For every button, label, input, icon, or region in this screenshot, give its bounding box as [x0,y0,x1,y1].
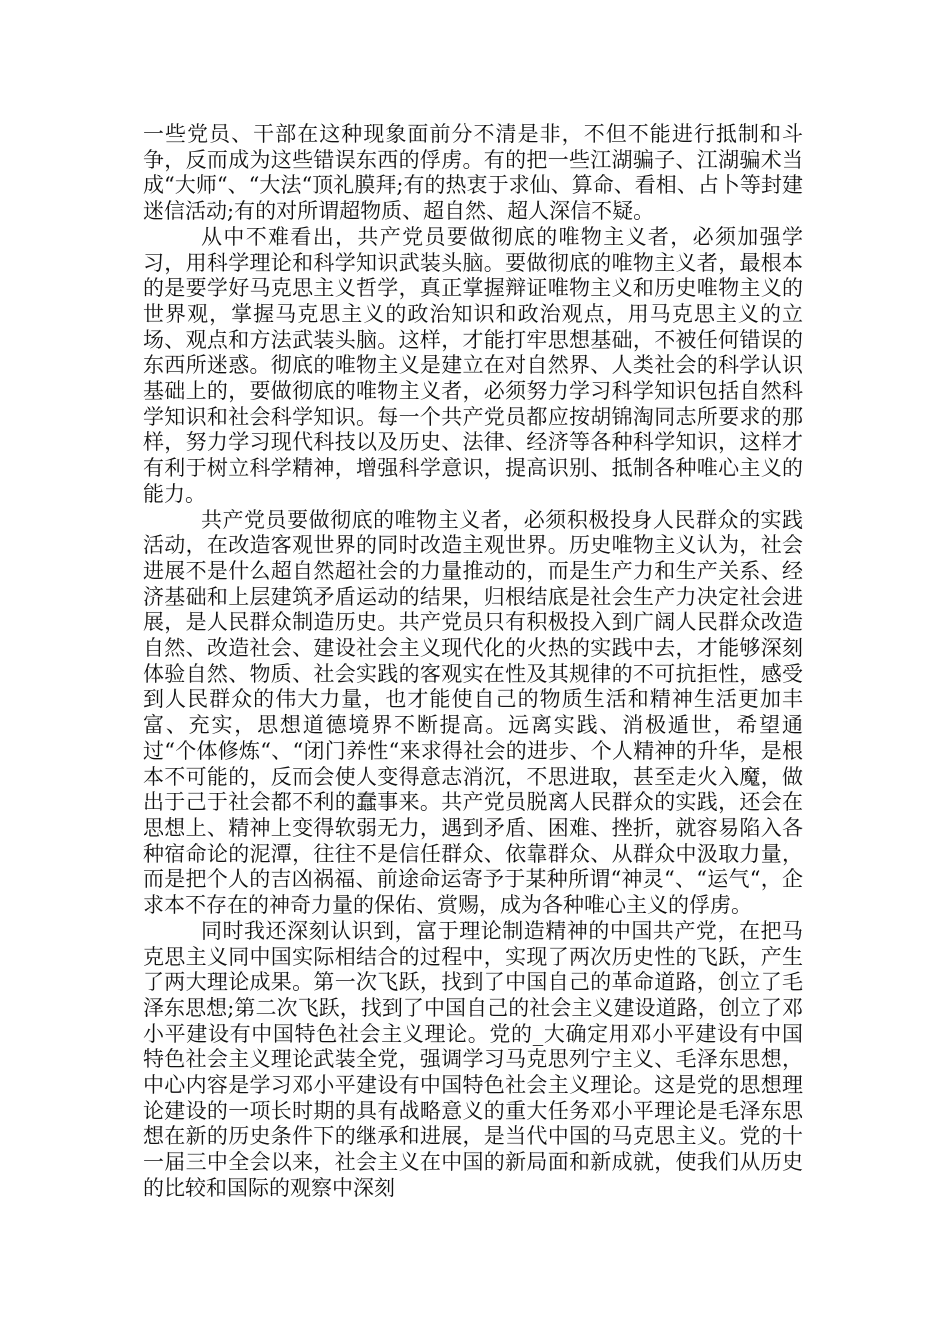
document-body [143,122,803,1202]
paragraph-3: 共产党员要做彻底的唯物主义者，必须积极投身人民群众的实践活动，在改造客观世界的同时改造主观世界。历史唯物主义认为，社会进展不是什么超自然超社会的力量推动的，而是生产力和生产关系、经济基础和上层建筑矛盾运动的结果，归根结底是社会生产力决定社会进展，是人民群众制造历史。共产党员只有积极投入到广阔人民群众改造自然、改造社会、建设社会主义现代化的火热的实践中去，才能够深刻体验自然、物质、社会实践的客观实在性及其规律的不可抗拒性，感受到人民群众的伟大力量，也才能使自己的物质生活和精神生活更加丰富、充实，思想道德境界不断提高。远离实践、消极遁世，希望通过“个体修炼“、“闭门养性“来求得社会的进步、个人精神的升华，是根本不可能的，反而会使人变得意志消沉，不思进取，甚至走火入魔，做出于己于社会都不利的蠢事来。共产党员脱离人民群众的实践，还会在思想上、精神上变得软弱无力，遇到矛盾、困难、挫折，就容易陷入各种宿命论的泥潭，往往不是信任群众、依靠群众、从群众中汲取力量，而是把个人的吉凶祸福、前途命运寄予于某种所谓“神灵“、“运气“，企求本不存在的神奇力量的保佑、赏赐，成为各种唯心主义的俘虏。 [143,507,803,918]
paragraph-1: 一些党员、干部在这种现象面前分不清是非，不但不能进行抵制和斗争，反而成为这些错误东西的俘虏。有的把一些江湖骗子、江湖骗术当成“大师“、“大法“顶礼膜拜;有的热衷于求仙、算命、看相、占卜等封建迷信活动;有的对所谓超物质、超自然、超人深信不疑。 [143,122,803,224]
paragraph-2: 从中不难看出，共产党员要做彻底的唯物主义者，必须加强学习，用科学理论和科学知识武装头脑。要做彻底的唯物主义者，最根本的是要学好马克思主义哲学，真正掌握辩证唯物主义和历史唯物主义的世界观，掌握马克思主义的政治知识和政治观点，用马克思主义的立场、观点和方法武装头脑。这样，才能打牢思想基础，不被任何错误的东西所迷惑。彻底的唯物主义是建立在对自然界、人类社会的科学认识基础上的，要做彻底的唯物主义者，必须努力学习科学知识包括自然科学知识和社会科学知识。每一个共产党员都应按胡锦淘同志所要求的那样，努力学习现代科技以及历史、法律、经济等各种科学知识，这样才有利于树立科学精神，增强科学意识，提高识别、抵制各种唯心主义的能力。 [143,224,803,506]
paragraph-4: 同时我还深刻认识到，富于理论制造精神的中国共产党，在把马克思主义同中国实际相结合的过程中，实现了两次历史性的飞跃，产生了两大理论成果。第一次飞跃，找到了中国自己的革命道路，创立了毛泽东思想;第二次飞跃，找到了中国自己的社会主义建设道路，创立了邓小平建设有中国特色社会主义理论。党的_大确定用邓小平建设有中国特色社会主义理论武装全党，强调学习马克思列宁主义、毛泽东思想，中心内容是学习邓小平建设有中国特色社会主义理论。这是党的思想理论建设的一项长时期的具有战略意义的重大任务邓小平理论是毛泽东思想在新的历史条件下的继承和进展，是当代中国的马克思主义。党的十一届三中全会以来，社会主义在中国的新局面和新成就，使我们从历史的比较和国际的观察中深刻 [143,918,803,1200]
